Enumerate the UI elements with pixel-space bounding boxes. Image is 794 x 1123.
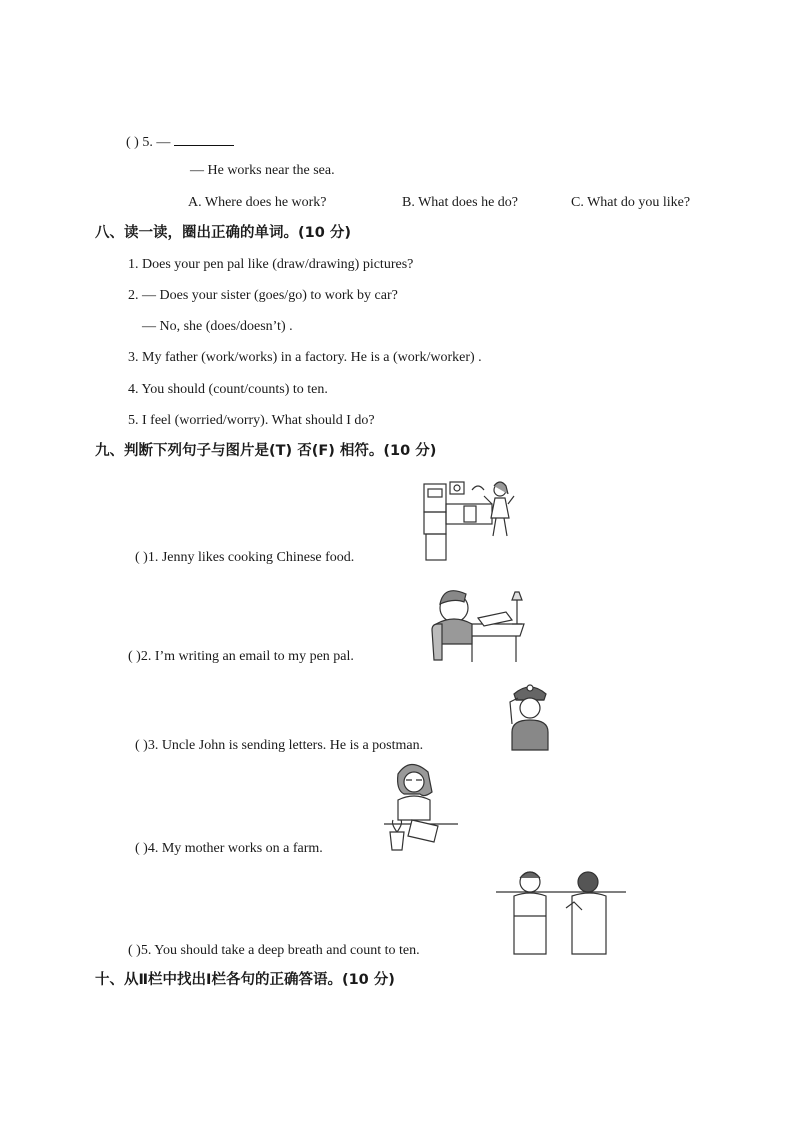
section9-item-4: ( )4. My mother works on a farm. [135, 841, 323, 856]
q5-option-b: B. What does he do? [402, 195, 518, 210]
section9-heading: 九、判断下列句子与图片是(T) 否(F) 相符。(10 分) [95, 443, 437, 459]
q5-paren: ( ) 5. — [126, 135, 171, 150]
q5-answer-blank[interactable] [174, 133, 234, 146]
woman-on-phone-illustration [384, 760, 458, 854]
section8-heading: 八、读一读，圈出正确的单词。(10 分) [95, 225, 351, 241]
section8-item-5: 5. I feel (worried/worry). What should I do? [128, 413, 375, 428]
police-officer-illustration [506, 680, 558, 752]
q5-stem [126, 133, 234, 150]
section8-item-3: 3. My father (work/works) in a factory. He is a (work/worker) . [128, 350, 482, 365]
boy-at-desk-illustration [428, 578, 528, 664]
kitchen-girl-illustration [420, 476, 515, 562]
section8-item-4: 4. You should (count/counts) to ten. [128, 382, 328, 397]
section9-item-5: ( )5. You should take a deep breath and count to ten. [128, 943, 420, 958]
q5-option-a: A. Where does he work? [188, 195, 327, 210]
q5-answer-line: — He works near the sea. [190, 163, 335, 178]
section8-item-2-reply: — No, she (does/doesn’t) . [142, 319, 293, 334]
q5-option-c: C. What do you like? [571, 195, 691, 210]
section8-item-1: 1. Does your pen pal like (draw/drawing) pictures? [128, 257, 414, 272]
section10-heading: 十、从Ⅱ栏中找出Ⅰ栏各句的正确答语。(10 分) [95, 972, 395, 988]
section9-item-3: ( )3. Uncle John is sending letters. He is a postman. [135, 738, 424, 753]
section9-item-2: ( )2. I’m writing an email to my pen pal. [128, 649, 354, 664]
section9-item-1: ( )1. Jenny likes cooking Chinese food. [135, 550, 355, 565]
two-men-talking-illustration [496, 864, 626, 958]
section8-item-2: 2. — Does your sister (goes/go) to work by car? [128, 288, 398, 303]
